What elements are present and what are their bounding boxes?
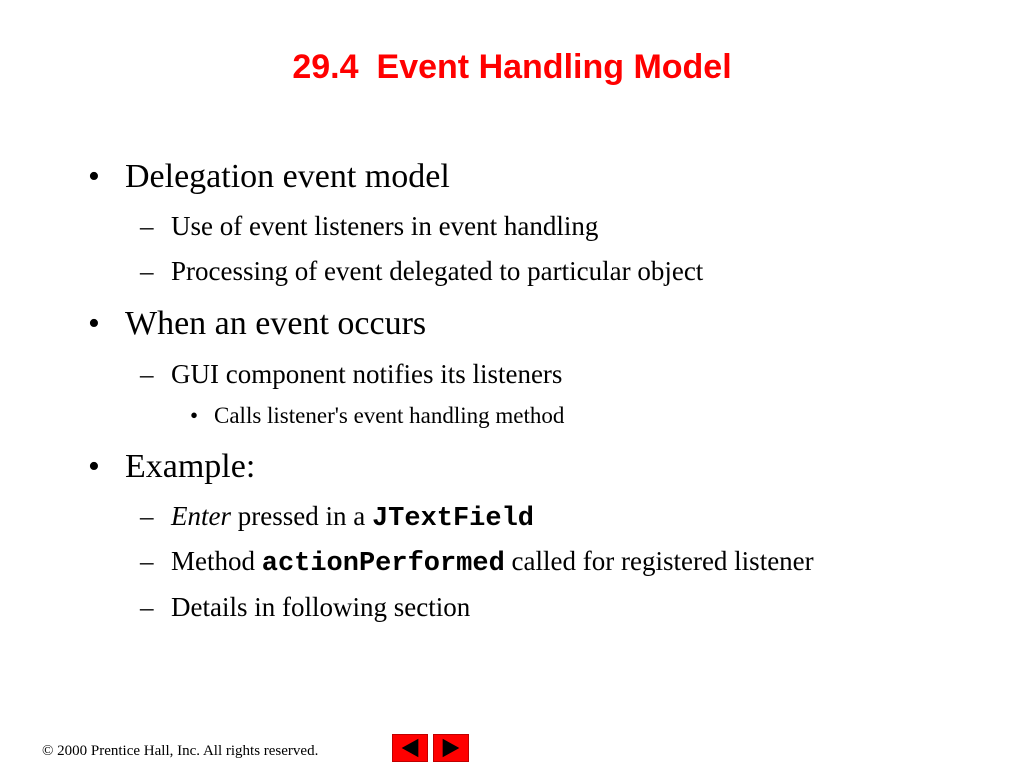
action-performed-code: actionPerformed xyxy=(261,549,505,579)
enter-key-text: Enter xyxy=(171,501,231,531)
triangle-right-icon xyxy=(434,735,468,761)
dash-marker: – xyxy=(140,359,154,389)
dash-marker: – xyxy=(140,256,154,286)
bullet-marker: • xyxy=(88,158,100,195)
next-slide-button[interactable] xyxy=(433,734,469,762)
dash-marker: – xyxy=(140,211,154,241)
sub-bullet-details-following: Details in following section xyxy=(171,592,471,622)
bullet-example: Example: xyxy=(125,448,256,485)
bullet-marker: • xyxy=(190,403,199,428)
dash-marker: – xyxy=(140,546,154,576)
jtextfield-code: JTextField xyxy=(371,504,534,534)
bullet-marker: • xyxy=(88,305,100,342)
bullet-marker: • xyxy=(88,448,100,485)
sub-bullet-method-action-performed xyxy=(171,544,814,581)
dash-marker: – xyxy=(140,501,154,531)
sub-bullet-event-listeners: Use of event listeners in event handling xyxy=(171,211,599,241)
sub-bullet-processing-delegated: Processing of event delegated to particular object xyxy=(171,256,704,286)
sub-bullet-enter-pressed xyxy=(171,499,534,536)
triangle-left-icon xyxy=(393,735,427,761)
dash-marker: – xyxy=(140,592,154,622)
bullet-delegation-event-model: Delegation event model xyxy=(125,158,450,195)
sub-sub-bullet-calls-listener: Calls listener's event handling method xyxy=(214,403,565,428)
pressed-in-text: pressed in a xyxy=(231,501,372,531)
sub-bullet-gui-component-notifies: GUI component notifies its listeners xyxy=(171,359,563,389)
bullet-when-event-occurs: When an event occurs xyxy=(125,305,427,342)
slide-title-number: 29.4 xyxy=(292,48,359,86)
previous-slide-button[interactable] xyxy=(392,734,428,762)
copyright-footer: © 2000 Prentice Hall, Inc. All rights reserved. xyxy=(42,743,319,759)
method-prefix-text: Method xyxy=(171,546,262,576)
called-for-listener-text: called for registered listener xyxy=(504,546,814,576)
slide-title-text: Event Handling Model xyxy=(376,48,732,86)
